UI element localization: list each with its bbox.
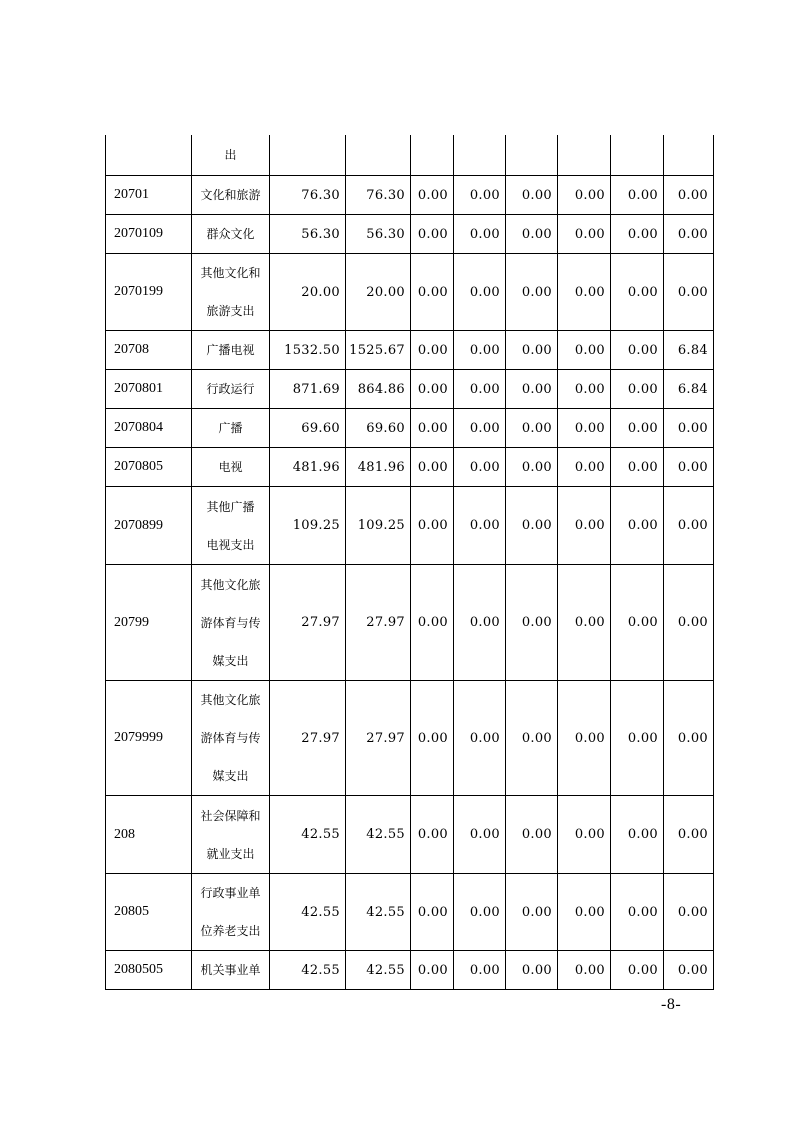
amount-cell: 0.00	[454, 448, 506, 487]
table-row	[106, 409, 714, 448]
amount-cell: 0.00	[611, 176, 664, 215]
amount-cell: 109.25	[346, 487, 411, 565]
amount-cell: 0.00	[664, 176, 714, 215]
amount-cell: 0.00	[454, 254, 506, 331]
amount-cell: 0.00	[454, 796, 506, 874]
amount-cell: 0.00	[411, 370, 454, 409]
amount-cell: 76.30	[346, 176, 411, 215]
amount-cell: 0.00	[454, 487, 506, 565]
amount-cell: 0.00	[411, 448, 454, 487]
amount-cell: 27.97	[346, 681, 411, 796]
amount-cell: 0.00	[558, 796, 611, 874]
amount-cell: 0.00	[411, 487, 454, 565]
amount-cell: 0.00	[506, 951, 558, 990]
amount-cell: 0.00	[611, 874, 664, 951]
subject-name-text: 其他广播 电视支出	[206, 499, 255, 552]
amount-cell: 0.00	[411, 796, 454, 874]
subject-name-cell	[192, 874, 270, 951]
amount-cell: 0.00	[664, 565, 714, 681]
subject-code-cell: 2070899	[106, 487, 192, 565]
amount-cell: 0.00	[506, 331, 558, 370]
table-row	[106, 215, 714, 254]
amount-cell: 871.69	[270, 370, 346, 409]
subject-code-cell	[106, 135, 192, 176]
amount-cell: 0.00	[411, 565, 454, 681]
amount-cell: 0.00	[558, 409, 611, 448]
amount-cell	[454, 135, 506, 176]
amount-cell: 0.00	[454, 681, 506, 796]
amount-cell: 0.00	[611, 370, 664, 409]
subject-name-cell	[192, 370, 270, 409]
subject-name-text: 社会保障和 就业支出	[200, 808, 261, 861]
subject-name-text: 其他文化旅 游体育与传 媒支出	[200, 577, 261, 668]
amount-cell: 0.00	[506, 565, 558, 681]
amount-cell: 76.30	[270, 176, 346, 215]
amount-cell: 0.00	[454, 874, 506, 951]
amount-cell: 0.00	[454, 565, 506, 681]
amount-cell: 0.00	[558, 874, 611, 951]
amount-cell	[506, 135, 558, 176]
table-row	[106, 370, 714, 409]
table-row	[106, 874, 714, 951]
amount-cell: 0.00	[411, 331, 454, 370]
amount-cell	[346, 135, 411, 176]
amount-cell: 42.55	[270, 796, 346, 874]
amount-cell: 42.55	[346, 796, 411, 874]
amount-cell: 0.00	[611, 331, 664, 370]
amount-cell: 0.00	[506, 254, 558, 331]
amount-cell: 0.00	[611, 487, 664, 565]
subject-name-cell	[192, 951, 270, 990]
amount-cell: 0.00	[558, 487, 611, 565]
subject-code-cell: 20799	[106, 565, 192, 681]
amount-cell: 20.00	[270, 254, 346, 331]
amount-cell: 0.00	[664, 487, 714, 565]
amount-cell: 56.30	[346, 215, 411, 254]
amount-cell: 27.97	[270, 565, 346, 681]
amount-cell: 1532.50	[270, 331, 346, 370]
subject-name-text: 行政事业单 位养老支出	[200, 886, 261, 938]
amount-cell: 56.30	[270, 215, 346, 254]
amount-cell: 0.00	[454, 176, 506, 215]
amount-cell: 0.00	[558, 215, 611, 254]
amount-cell: 0.00	[506, 487, 558, 565]
amount-cell: 0.00	[558, 331, 611, 370]
amount-cell	[270, 135, 346, 176]
amount-cell	[611, 135, 664, 176]
subject-name-text: 群众文化	[206, 227, 255, 241]
amount-cell: 0.00	[454, 409, 506, 448]
subject-name-cell	[192, 135, 270, 176]
subject-name-cell	[192, 448, 270, 487]
amount-cell: 0.00	[611, 565, 664, 681]
amount-cell: 0.00	[506, 874, 558, 951]
amount-cell: 0.00	[664, 874, 714, 951]
budget-table	[105, 135, 714, 990]
subject-name-text: 电视	[218, 460, 243, 474]
amount-cell: 0.00	[558, 254, 611, 331]
amount-cell: 20.00	[346, 254, 411, 331]
subject-name-cell	[192, 176, 270, 215]
amount-cell: 0.00	[611, 448, 664, 487]
subject-code-cell: 2070804	[106, 409, 192, 448]
subject-name-cell	[192, 796, 270, 874]
subject-name-cell	[192, 681, 270, 796]
subject-name-cell	[192, 331, 270, 370]
amount-cell: 0.00	[611, 951, 664, 990]
table-row	[106, 254, 714, 331]
amount-cell: 0.00	[558, 681, 611, 796]
amount-cell: 0.00	[411, 681, 454, 796]
amount-cell: 0.00	[411, 951, 454, 990]
amount-cell: 0.00	[411, 874, 454, 951]
subject-name-text: 机关事业单	[200, 963, 261, 977]
amount-cell: 0.00	[454, 370, 506, 409]
subject-name-text: 其他文化和 旅游支出	[200, 266, 261, 318]
amount-cell: 0.00	[664, 448, 714, 487]
subject-name-text: 文化和旅游	[200, 188, 261, 202]
amount-cell: 0.00	[506, 215, 558, 254]
table-row	[106, 135, 714, 176]
amount-cell: 0.00	[664, 796, 714, 874]
subject-code-cell: 2080505	[106, 951, 192, 990]
table-row	[106, 176, 714, 215]
page-number: -8-	[661, 996, 682, 1013]
subject-code-cell: 20805	[106, 874, 192, 951]
amount-cell	[558, 135, 611, 176]
amount-cell: 481.96	[346, 448, 411, 487]
subject-name-text: 广播电视	[206, 343, 255, 357]
subject-code-cell: 2070801	[106, 370, 192, 409]
amount-cell: 0.00	[664, 409, 714, 448]
subject-name-cell	[192, 487, 270, 565]
amount-cell: 0.00	[664, 951, 714, 990]
amount-cell: 27.97	[346, 565, 411, 681]
amount-cell	[411, 135, 454, 176]
amount-cell: 0.00	[411, 176, 454, 215]
amount-cell: 69.60	[346, 409, 411, 448]
table-row	[106, 681, 714, 796]
subject-name-cell	[192, 254, 270, 331]
amount-cell: 0.00	[611, 215, 664, 254]
amount-cell: 0.00	[506, 409, 558, 448]
amount-cell: 0.00	[558, 951, 611, 990]
amount-cell: 0.00	[411, 409, 454, 448]
amount-cell: 0.00	[664, 254, 714, 331]
subject-name-cell	[192, 215, 270, 254]
amount-cell: 0.00	[664, 681, 714, 796]
amount-cell: 0.00	[506, 796, 558, 874]
amount-cell: 0.00	[506, 681, 558, 796]
amount-cell: 6.84	[664, 331, 714, 370]
amount-cell: 0.00	[611, 409, 664, 448]
table-row	[106, 796, 714, 874]
subject-name-cell	[192, 409, 270, 448]
amount-cell: 42.55	[346, 951, 411, 990]
amount-cell: 0.00	[454, 215, 506, 254]
amount-cell: 109.25	[270, 487, 346, 565]
subject-code-cell: 208	[106, 796, 192, 874]
amount-cell: 0.00	[558, 448, 611, 487]
subject-code-cell: 2070199	[106, 254, 192, 331]
amount-cell: 42.55	[270, 874, 346, 951]
amount-cell: 42.55	[270, 951, 346, 990]
subject-name-text: 行政运行	[206, 382, 255, 396]
amount-cell: 0.00	[558, 176, 611, 215]
subject-code-cell: 20708	[106, 331, 192, 370]
subject-code-cell: 2070109	[106, 215, 192, 254]
amount-cell: 481.96	[270, 448, 346, 487]
subject-code-cell: 2070805	[106, 448, 192, 487]
amount-cell: 0.00	[411, 215, 454, 254]
amount-cell: 0.00	[664, 215, 714, 254]
subject-code-cell: 2079999	[106, 681, 192, 796]
amount-cell: 42.55	[346, 874, 411, 951]
table-row	[106, 951, 714, 990]
amount-cell: 864.86	[346, 370, 411, 409]
table-row	[106, 331, 714, 370]
subject-name-text: 出	[224, 148, 237, 162]
amount-cell: 0.00	[611, 681, 664, 796]
table-row	[106, 448, 714, 487]
amount-cell: 69.60	[270, 409, 346, 448]
amount-cell: 0.00	[611, 254, 664, 331]
subject-name-text: 广播	[218, 421, 243, 435]
subject-name-cell	[192, 565, 270, 681]
table-row	[106, 565, 714, 681]
amount-cell: 6.84	[664, 370, 714, 409]
amount-cell: 0.00	[611, 796, 664, 874]
amount-cell: 0.00	[411, 254, 454, 331]
table-row	[106, 487, 714, 565]
amount-cell	[664, 135, 714, 176]
subject-name-text: 其他文化旅 游体育与传 媒支出	[200, 693, 261, 783]
amount-cell: 1525.67	[346, 331, 411, 370]
amount-cell: 0.00	[558, 370, 611, 409]
amount-cell: 27.97	[270, 681, 346, 796]
amount-cell: 0.00	[558, 565, 611, 681]
amount-cell: 0.00	[506, 176, 558, 215]
amount-cell: 0.00	[506, 370, 558, 409]
subject-code-cell: 20701	[106, 176, 192, 215]
amount-cell: 0.00	[454, 951, 506, 990]
amount-cell: 0.00	[454, 331, 506, 370]
amount-cell: 0.00	[506, 448, 558, 487]
